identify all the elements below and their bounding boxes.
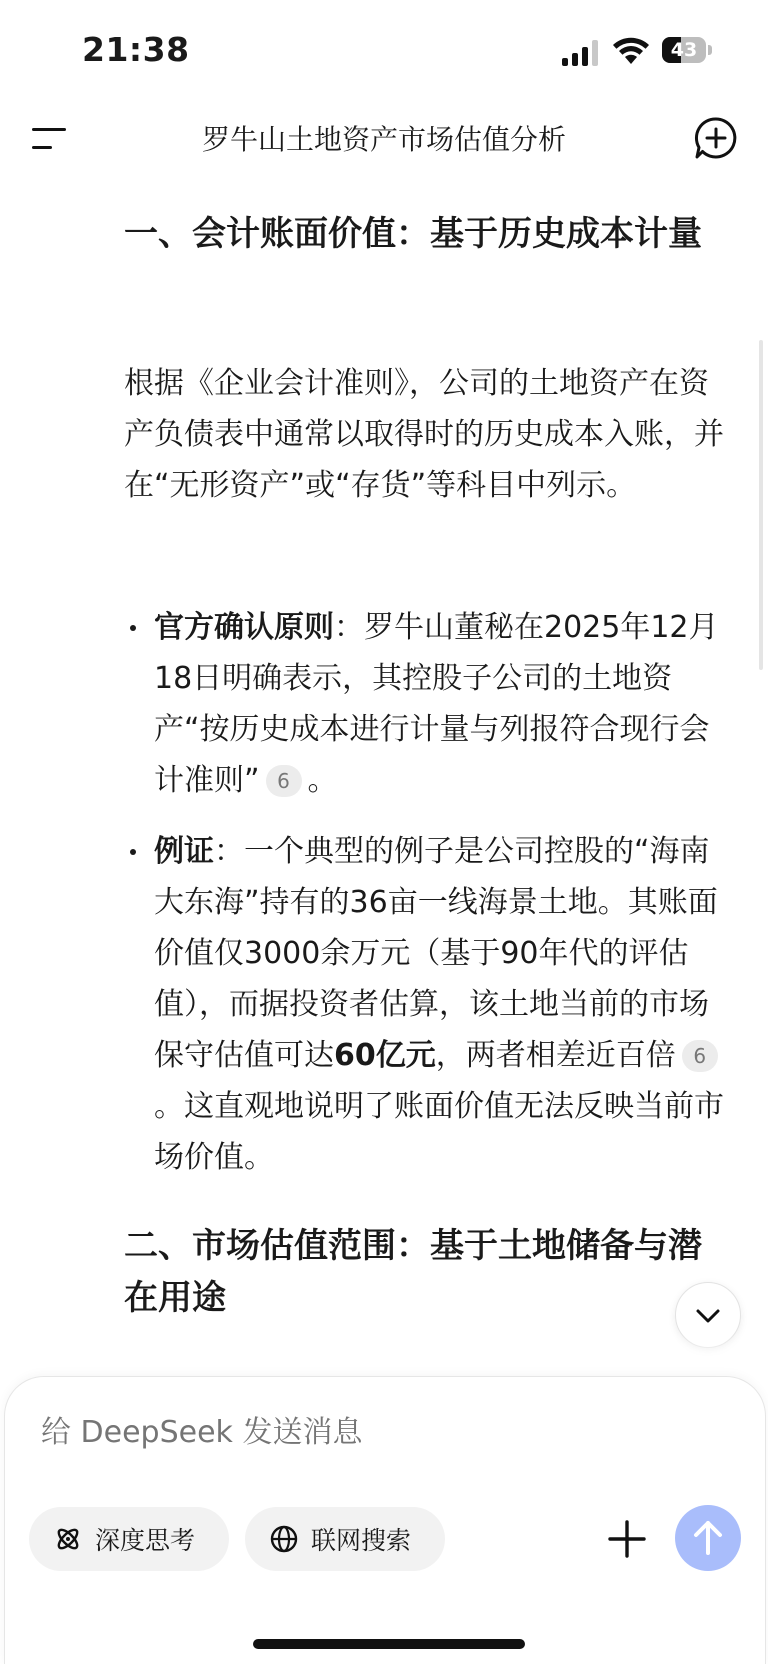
scrollbar[interactable] <box>759 340 763 670</box>
bullet-label: 例证 <box>154 834 214 869</box>
status-time: 21:38 <box>82 30 190 69</box>
plus-icon[interactable] <box>603 1515 651 1563</box>
bullet-dot <box>130 625 136 631</box>
bullet-separator: ： <box>334 610 364 645</box>
battery-level: 43 <box>670 39 698 61</box>
globe-icon <box>269 1524 299 1554</box>
web-search-toggle[interactable] <box>245 1507 445 1571</box>
list-item <box>124 602 738 806</box>
bullet-separator: ： <box>214 834 244 869</box>
message-input[interactable] <box>41 1415 641 1450</box>
bullet-bold-value: 60亿元 <box>334 1038 436 1073</box>
citation-badge[interactable]: 6 <box>266 765 302 797</box>
cellular-signal-icon <box>562 40 602 66</box>
menu-icon[interactable] <box>32 122 72 154</box>
composer-fade <box>0 1330 768 1380</box>
bullet-text-end: 。 <box>307 763 338 798</box>
deep-think-label: 深度思考 <box>95 1526 196 1555</box>
bullet-text: 一个典型的例子是公司控股的“海南大东海”持有的36亩一线海景土地。其账面价值仅3000余万元（基于90年代的评估值），而据投资者估算，该土地当前的市场保守估值可达 <box>154 834 718 1073</box>
bullet-dot <box>130 849 136 855</box>
bullet-text: 罗牛山董秘在2025年12月18日明确表示，其控股子公司的土地资产“按历史成本进行计量与列报符合现行会计准则” <box>154 610 719 798</box>
page-title: 罗牛山土地资产市场估值分析 <box>201 123 566 156</box>
section-heading-1: 一、会计账面价值：基于历史成本计量 <box>124 214 702 254</box>
new-chat-icon[interactable] <box>694 116 738 160</box>
arrow-up-icon <box>675 1505 741 1571</box>
wifi-icon <box>612 36 650 66</box>
bullet-text: ，两者相差近百倍 <box>435 1038 676 1073</box>
home-indicator <box>253 1639 525 1649</box>
list-item <box>124 826 738 1183</box>
deep-think-toggle[interactable] <box>29 1507 229 1571</box>
send-button[interactable] <box>675 1505 741 1571</box>
status-bar <box>0 0 768 100</box>
paragraph-1: 根据《企业会计准则》，公司的土地资产在资产负债表中通常以取得时的历史成本入账，并在“无形资产”或“存货”等科目中列示。 <box>124 366 724 503</box>
section-heading-2: 二、市场估值范围：基于土地储备与潜在用途 <box>124 1226 702 1318</box>
bullet-label: 官方确认原则 <box>154 610 334 645</box>
battery-icon <box>662 37 712 65</box>
bullet-list <box>124 602 738 1183</box>
atom-icon <box>53 1524 83 1554</box>
citation-badge[interactable]: 6 <box>682 1040 718 1072</box>
message-composer <box>4 1376 766 1664</box>
web-search-label: 联网搜索 <box>311 1526 412 1555</box>
bullet-text-end: 。这直观地说明了账面价值无法反映当前市场价值。 <box>154 1089 724 1175</box>
app-header <box>0 100 768 176</box>
